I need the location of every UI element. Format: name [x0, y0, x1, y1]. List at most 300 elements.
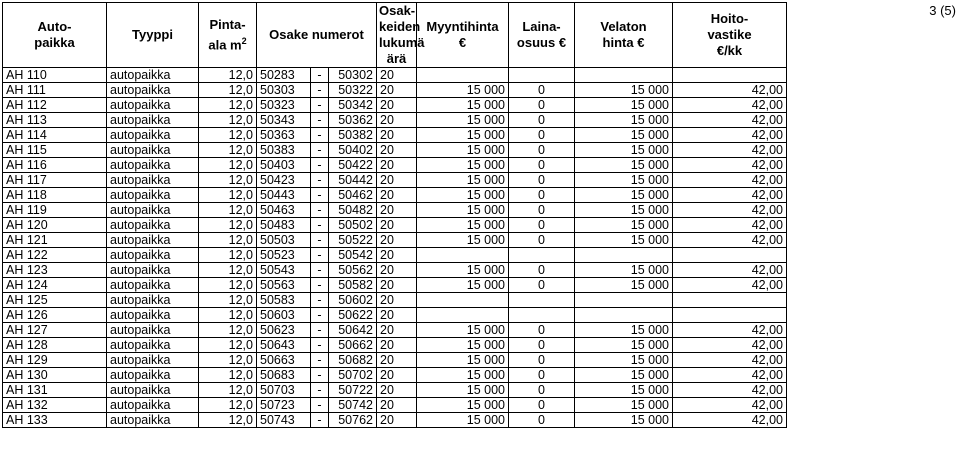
- cell-osake-loppu: 50522: [329, 233, 377, 248]
- cell-osake-loppu: 50442: [329, 173, 377, 188]
- cell-myyntihinta: 15 000: [417, 398, 509, 413]
- cell-osake-loppu: 50462: [329, 188, 377, 203]
- cell-tyyppi: autopaikka: [107, 233, 199, 248]
- cell-lukumaara: 20: [377, 68, 417, 83]
- cell-autopaikka: AH 122: [3, 248, 107, 263]
- cell-osake-loppu: 50482: [329, 203, 377, 218]
- cell-lainaosuus: 0: [509, 158, 575, 173]
- cell-osake-viiva: -: [311, 293, 329, 308]
- cell-velaton-hinta: 15 000: [575, 98, 673, 113]
- cell-osake-alku: 50343: [257, 113, 311, 128]
- cell-autopaikka: AH 111: [3, 83, 107, 98]
- header-lukumaara-line4: ärä: [386, 51, 407, 66]
- table-row: [3, 203, 787, 218]
- cell-autopaikka: AH 125: [3, 293, 107, 308]
- cell-myyntihinta: 15 000: [417, 263, 509, 278]
- cell-lukumaara: 20: [377, 188, 417, 203]
- cell-osake-alku: 50663: [257, 353, 311, 368]
- cell-lainaosuus: [509, 248, 575, 263]
- cell-myyntihinta: [417, 248, 509, 263]
- cell-pinta-ala: 12,0: [199, 398, 257, 413]
- cell-autopaikka: AH 117: [3, 173, 107, 188]
- cell-velaton-hinta: 15 000: [575, 143, 673, 158]
- cell-osake-viiva: -: [311, 158, 329, 173]
- cell-tyyppi: autopaikka: [107, 338, 199, 353]
- cell-autopaikka: AH 118: [3, 188, 107, 203]
- cell-osake-loppu: 50602: [329, 293, 377, 308]
- header-lukumaara-line2: keiden: [379, 19, 421, 34]
- cell-osake-loppu: 50542: [329, 248, 377, 263]
- cell-osake-viiva: -: [311, 413, 329, 428]
- cell-myyntihinta: 15 000: [417, 338, 509, 353]
- header-hoitovastike: [673, 3, 787, 68]
- header-hoitovastike-line2: vastike: [707, 27, 752, 42]
- cell-lainaosuus: 0: [509, 233, 575, 248]
- cell-tyyppi: autopaikka: [107, 248, 199, 263]
- cell-lukumaara: 20: [377, 323, 417, 338]
- cell-hoitovastike: 42,00: [673, 128, 787, 143]
- cell-velaton-hinta: 15 000: [575, 398, 673, 413]
- header-hoitovastike-line3: €/kk: [716, 43, 743, 58]
- cell-lainaosuus: 0: [509, 128, 575, 143]
- cell-lukumaara: 20: [377, 143, 417, 158]
- cell-osake-loppu: 50682: [329, 353, 377, 368]
- cell-hoitovastike: 42,00: [673, 158, 787, 173]
- cell-velaton-hinta: 15 000: [575, 353, 673, 368]
- cell-velaton-hinta: 15 000: [575, 203, 673, 218]
- cell-osake-alku: 50403: [257, 158, 311, 173]
- cell-autopaikka: AH 110: [3, 68, 107, 83]
- cell-osake-viiva: -: [311, 143, 329, 158]
- cell-tyyppi: autopaikka: [107, 278, 199, 293]
- cell-velaton-hinta: 15 000: [575, 338, 673, 353]
- cell-myyntihinta: 15 000: [417, 98, 509, 113]
- cell-osake-alku: 50743: [257, 413, 311, 428]
- cell-myyntihinta: 15 000: [417, 83, 509, 98]
- cell-velaton-hinta: 15 000: [575, 83, 673, 98]
- table-row: [3, 173, 787, 188]
- cell-osake-alku: 50303: [257, 83, 311, 98]
- cell-pinta-ala: 12,0: [199, 233, 257, 248]
- cell-lainaosuus: 0: [509, 413, 575, 428]
- header-lukumaara-line3: lukumä: [379, 35, 425, 50]
- cell-myyntihinta: [417, 68, 509, 83]
- page-number: 3 (5): [929, 3, 956, 18]
- cell-pinta-ala: 12,0: [199, 323, 257, 338]
- header-hoitovastike-line1: Hoito-: [710, 11, 749, 26]
- cell-hoitovastike: 42,00: [673, 338, 787, 353]
- cell-myyntihinta: 15 000: [417, 158, 509, 173]
- header-lainaosuus: [509, 3, 575, 68]
- cell-osake-viiva: -: [311, 128, 329, 143]
- cell-lukumaara: 20: [377, 338, 417, 353]
- cell-osake-viiva: -: [311, 98, 329, 113]
- cell-osake-viiva: -: [311, 113, 329, 128]
- cell-lukumaara: 20: [377, 413, 417, 428]
- cell-pinta-ala: 12,0: [199, 278, 257, 293]
- cell-osake-loppu: 50702: [329, 368, 377, 383]
- cell-lukumaara: 20: [377, 83, 417, 98]
- cell-hoitovastike: 42,00: [673, 413, 787, 428]
- cell-osake-loppu: 50762: [329, 413, 377, 428]
- table-row: [3, 338, 787, 353]
- cell-myyntihinta: 15 000: [417, 188, 509, 203]
- cell-lukumaara: 20: [377, 203, 417, 218]
- header-pinta-ala-exponent: 2: [241, 35, 247, 46]
- cell-myyntihinta: 15 000: [417, 218, 509, 233]
- cell-osake-viiva: -: [311, 173, 329, 188]
- cell-pinta-ala: 12,0: [199, 383, 257, 398]
- cell-velaton-hinta: [575, 293, 673, 308]
- cell-velaton-hinta: 15 000: [575, 323, 673, 338]
- cell-autopaikka: AH 133: [3, 413, 107, 428]
- cell-pinta-ala: 12,0: [199, 68, 257, 83]
- cell-tyyppi: autopaikka: [107, 68, 199, 83]
- cell-osake-viiva: -: [311, 203, 329, 218]
- cell-autopaikka: AH 114: [3, 128, 107, 143]
- cell-autopaikka: AH 131: [3, 383, 107, 398]
- cell-tyyppi: autopaikka: [107, 188, 199, 203]
- cell-lukumaara: 20: [377, 383, 417, 398]
- cell-lainaosuus: 0: [509, 143, 575, 158]
- cell-pinta-ala: 12,0: [199, 83, 257, 98]
- cell-lukumaara: 20: [377, 218, 417, 233]
- cell-lainaosuus: 0: [509, 83, 575, 98]
- cell-lukumaara: 20: [377, 278, 417, 293]
- cell-myyntihinta: [417, 293, 509, 308]
- header-lainaosuus-line2: [511, 35, 572, 51]
- cell-pinta-ala: 12,0: [199, 353, 257, 368]
- header-row: [3, 3, 787, 68]
- cell-hoitovastike: 42,00: [673, 278, 787, 293]
- cell-osake-viiva: -: [311, 383, 329, 398]
- cell-velaton-hinta: 15 000: [575, 158, 673, 173]
- cell-pinta-ala: 12,0: [199, 113, 257, 128]
- cell-osake-viiva: -: [311, 323, 329, 338]
- header-lainaosuus-currency: €: [558, 35, 567, 50]
- cell-osake-alku: 50543: [257, 263, 311, 278]
- table-row: [3, 83, 787, 98]
- cell-osake-loppu: 50582: [329, 278, 377, 293]
- cell-autopaikka: AH 123: [3, 263, 107, 278]
- cell-hoitovastike: 42,00: [673, 383, 787, 398]
- cell-velaton-hinta: 15 000: [575, 128, 673, 143]
- header-myyntihinta-line1: Myyntihinta: [426, 19, 499, 34]
- cell-lukumaara: 20: [377, 113, 417, 128]
- cell-osake-alku: 50323: [257, 98, 311, 113]
- cell-tyyppi: autopaikka: [107, 353, 199, 368]
- cell-autopaikka: AH 121: [3, 233, 107, 248]
- cell-myyntihinta: 15 000: [417, 203, 509, 218]
- cell-osake-loppu: 50322: [329, 83, 377, 98]
- cell-lainaosuus: 0: [509, 323, 575, 338]
- cell-osake-viiva: -: [311, 233, 329, 248]
- header-velaton-word: hinta: [602, 35, 634, 50]
- cell-pinta-ala: 12,0: [199, 368, 257, 383]
- cell-osake-alku: 50603: [257, 308, 311, 323]
- table-row: [3, 413, 787, 428]
- cell-osake-alku: 50503: [257, 233, 311, 248]
- cell-hoitovastike: [673, 68, 787, 83]
- cell-autopaikka: AH 112: [3, 98, 107, 113]
- cell-tyyppi: autopaikka: [107, 158, 199, 173]
- cell-lukumaara: 20: [377, 98, 417, 113]
- table-row: [3, 113, 787, 128]
- cell-velaton-hinta: 15 000: [575, 413, 673, 428]
- table-row: [3, 248, 787, 263]
- cell-myyntihinta: 15 000: [417, 323, 509, 338]
- cell-osake-alku: 50483: [257, 218, 311, 233]
- cell-autopaikka: AH 115: [3, 143, 107, 158]
- cell-myyntihinta: 15 000: [417, 413, 509, 428]
- cell-osake-loppu: 50622: [329, 308, 377, 323]
- cell-osake-alku: 50683: [257, 368, 311, 383]
- header-myyntihinta: [417, 3, 509, 68]
- cell-lukumaara: 20: [377, 248, 417, 263]
- cell-myyntihinta: 15 000: [417, 278, 509, 293]
- cell-myyntihinta: 15 000: [417, 233, 509, 248]
- cell-lainaosuus: 0: [509, 383, 575, 398]
- cell-osake-viiva: -: [311, 263, 329, 278]
- cell-tyyppi: autopaikka: [107, 413, 199, 428]
- cell-hoitovastike: 42,00: [673, 353, 787, 368]
- cell-lainaosuus: 0: [509, 203, 575, 218]
- cell-myyntihinta: 15 000: [417, 128, 509, 143]
- cell-tyyppi: autopaikka: [107, 113, 199, 128]
- cell-osake-alku: 50363: [257, 128, 311, 143]
- cell-myyntihinta: 15 000: [417, 113, 509, 128]
- cell-lainaosuus: 0: [509, 218, 575, 233]
- table-row: [3, 293, 787, 308]
- cell-pinta-ala: 12,0: [199, 128, 257, 143]
- cell-osake-loppu: 50662: [329, 338, 377, 353]
- cell-osake-loppu: 50342: [329, 98, 377, 113]
- cell-osake-loppu: 50562: [329, 263, 377, 278]
- table-row: [3, 68, 787, 83]
- table-row: [3, 398, 787, 413]
- table-row: [3, 383, 787, 398]
- table-row: [3, 158, 787, 173]
- cell-osake-loppu: 50722: [329, 383, 377, 398]
- cell-hoitovastike: [673, 293, 787, 308]
- cell-autopaikka: AH 129: [3, 353, 107, 368]
- cell-osake-loppu: 50402: [329, 143, 377, 158]
- cell-osake-loppu: 50502: [329, 218, 377, 233]
- cell-hoitovastike: 42,00: [673, 368, 787, 383]
- cell-hoitovastike: 42,00: [673, 83, 787, 98]
- cell-tyyppi: autopaikka: [107, 173, 199, 188]
- table-row: [3, 278, 787, 293]
- cell-lukumaara: 20: [377, 398, 417, 413]
- cell-velaton-hinta: 15 000: [575, 263, 673, 278]
- cell-myyntihinta: 15 000: [417, 383, 509, 398]
- header-pinta-ala-line2: [201, 33, 254, 53]
- cell-osake-viiva: -: [311, 68, 329, 83]
- header-lainaosuus-line1: Laina-: [522, 19, 561, 34]
- table-row: [3, 98, 787, 113]
- header-pinta-ala: [199, 3, 257, 68]
- cell-osake-loppu: 50742: [329, 398, 377, 413]
- header-autopaikka-line2: paikka: [34, 35, 75, 50]
- cell-osake-viiva: -: [311, 368, 329, 383]
- table-row: [3, 128, 787, 143]
- cell-pinta-ala: 12,0: [199, 218, 257, 233]
- cell-lainaosuus: 0: [509, 353, 575, 368]
- cell-hoitovastike: 42,00: [673, 398, 787, 413]
- header-osakkeiden-lukumaara: [377, 3, 425, 68]
- cell-velaton-hinta: 15 000: [575, 278, 673, 293]
- cell-velaton-hinta: 15 000: [575, 188, 673, 203]
- cell-lainaosuus: 0: [509, 368, 575, 383]
- table-row: [3, 218, 787, 233]
- cell-autopaikka: AH 126: [3, 308, 107, 323]
- cell-lainaosuus: 0: [509, 338, 575, 353]
- cell-lainaosuus: 0: [509, 113, 575, 128]
- cell-osake-alku: 50723: [257, 398, 311, 413]
- header-velaton-currency: €: [637, 35, 645, 50]
- cell-osake-loppu: 50302: [329, 68, 377, 83]
- cell-lainaosuus: 0: [509, 398, 575, 413]
- cell-osake-viiva: -: [311, 308, 329, 323]
- cell-osake-loppu: 50422: [329, 158, 377, 173]
- cell-osake-viiva: -: [311, 398, 329, 413]
- cell-tyyppi: autopaikka: [107, 398, 199, 413]
- cell-pinta-ala: 12,0: [199, 263, 257, 278]
- cell-osake-viiva: -: [311, 338, 329, 353]
- cell-hoitovastike: 42,00: [673, 203, 787, 218]
- cell-lainaosuus: 0: [509, 278, 575, 293]
- table-row: [3, 353, 787, 368]
- cell-lukumaara: 20: [377, 233, 417, 248]
- cell-hoitovastike: [673, 248, 787, 263]
- cell-tyyppi: autopaikka: [107, 98, 199, 113]
- cell-velaton-hinta: [575, 68, 673, 83]
- cell-pinta-ala: 12,0: [199, 158, 257, 173]
- cell-pinta-ala: 12,0: [199, 173, 257, 188]
- cell-hoitovastike: 42,00: [673, 323, 787, 338]
- cell-osake-alku: 50463: [257, 203, 311, 218]
- cell-lainaosuus: [509, 68, 575, 83]
- cell-velaton-hinta: [575, 248, 673, 263]
- cell-velaton-hinta: 15 000: [575, 368, 673, 383]
- table-row: [3, 368, 787, 383]
- cell-pinta-ala: 12,0: [199, 413, 257, 428]
- cell-lukumaara: 20: [377, 353, 417, 368]
- cell-autopaikka: AH 124: [3, 278, 107, 293]
- cell-pinta-ala: 12,0: [199, 188, 257, 203]
- cell-pinta-ala: 12,0: [199, 98, 257, 113]
- cell-tyyppi: autopaikka: [107, 218, 199, 233]
- header-tyyppi: Tyyppi: [107, 3, 199, 68]
- cell-myyntihinta: 15 000: [417, 353, 509, 368]
- cell-autopaikka: AH 116: [3, 158, 107, 173]
- header-autopaikka: [3, 3, 107, 68]
- cell-osake-viiva: -: [311, 188, 329, 203]
- cell-osake-alku: 50383: [257, 143, 311, 158]
- cell-velaton-hinta: 15 000: [575, 113, 673, 128]
- cell-pinta-ala: 12,0: [199, 308, 257, 323]
- cell-hoitovastike: 42,00: [673, 143, 787, 158]
- cell-tyyppi: autopaikka: [107, 143, 199, 158]
- header-pinta-ala-line1: Pinta-: [209, 16, 246, 32]
- cell-osake-alku: 50283: [257, 68, 311, 83]
- cell-lainaosuus: 0: [509, 263, 575, 278]
- cell-lainaosuus: [509, 293, 575, 308]
- cell-pinta-ala: 12,0: [199, 143, 257, 158]
- cell-velaton-hinta: 15 000: [575, 218, 673, 233]
- cell-pinta-ala: 12,0: [199, 293, 257, 308]
- cell-tyyppi: autopaikka: [107, 368, 199, 383]
- cell-lukumaara: 20: [377, 308, 417, 323]
- cell-osake-alku: 50583: [257, 293, 311, 308]
- cell-osake-alku: 50643: [257, 338, 311, 353]
- parking-spaces-table: [2, 2, 787, 428]
- cell-osake-viiva: -: [311, 83, 329, 98]
- table-row: [3, 308, 787, 323]
- cell-lukumaara: 20: [377, 263, 417, 278]
- header-velaton-hinta: [575, 3, 673, 68]
- cell-velaton-hinta: 15 000: [575, 383, 673, 398]
- cell-tyyppi: autopaikka: [107, 263, 199, 278]
- cell-lainaosuus: 0: [509, 188, 575, 203]
- cell-osake-alku: 50423: [257, 173, 311, 188]
- cell-hoitovastike: 42,00: [673, 173, 787, 188]
- cell-lainaosuus: 0: [509, 98, 575, 113]
- cell-osake-alku: 50703: [257, 383, 311, 398]
- cell-autopaikka: AH 128: [3, 338, 107, 353]
- cell-hoitovastike: 42,00: [673, 218, 787, 233]
- cell-autopaikka: AH 127: [3, 323, 107, 338]
- table-row: [3, 188, 787, 203]
- cell-hoitovastike: [673, 308, 787, 323]
- table-row: [3, 233, 787, 248]
- cell-myyntihinta: [417, 308, 509, 323]
- header-osake-numerot: Osake numerot: [257, 3, 377, 68]
- cell-autopaikka: AH 130: [3, 368, 107, 383]
- cell-osake-viiva: -: [311, 248, 329, 263]
- cell-tyyppi: autopaikka: [107, 203, 199, 218]
- table-row: [3, 263, 787, 278]
- table-body: [3, 68, 787, 428]
- header-myyntihinta-currency: €: [458, 35, 467, 50]
- header-autopaikka-line1: Auto-: [37, 19, 72, 34]
- cell-hoitovastike: 42,00: [673, 188, 787, 203]
- cell-tyyppi: autopaikka: [107, 383, 199, 398]
- cell-osake-viiva: -: [311, 218, 329, 233]
- cell-autopaikka: AH 120: [3, 218, 107, 233]
- cell-hoitovastike: 42,00: [673, 113, 787, 128]
- table-row: [3, 323, 787, 338]
- cell-osake-alku: 50523: [257, 248, 311, 263]
- cell-tyyppi: autopaikka: [107, 128, 199, 143]
- cell-lukumaara: 20: [377, 368, 417, 383]
- cell-autopaikka: AH 132: [3, 398, 107, 413]
- cell-osake-alku: 50563: [257, 278, 311, 293]
- cell-tyyppi: autopaikka: [107, 308, 199, 323]
- cell-osake-alku: 50443: [257, 188, 311, 203]
- cell-pinta-ala: 12,0: [199, 338, 257, 353]
- cell-tyyppi: autopaikka: [107, 83, 199, 98]
- cell-lainaosuus: [509, 308, 575, 323]
- cell-pinta-ala: 12,0: [199, 203, 257, 218]
- cell-osake-viiva: -: [311, 278, 329, 293]
- header-velaton-line2: [577, 35, 670, 51]
- cell-hoitovastike: 42,00: [673, 263, 787, 278]
- cell-lukumaara: 20: [377, 128, 417, 143]
- cell-autopaikka: AH 113: [3, 113, 107, 128]
- cell-osake-alku: 50623: [257, 323, 311, 338]
- cell-myyntihinta: 15 000: [417, 368, 509, 383]
